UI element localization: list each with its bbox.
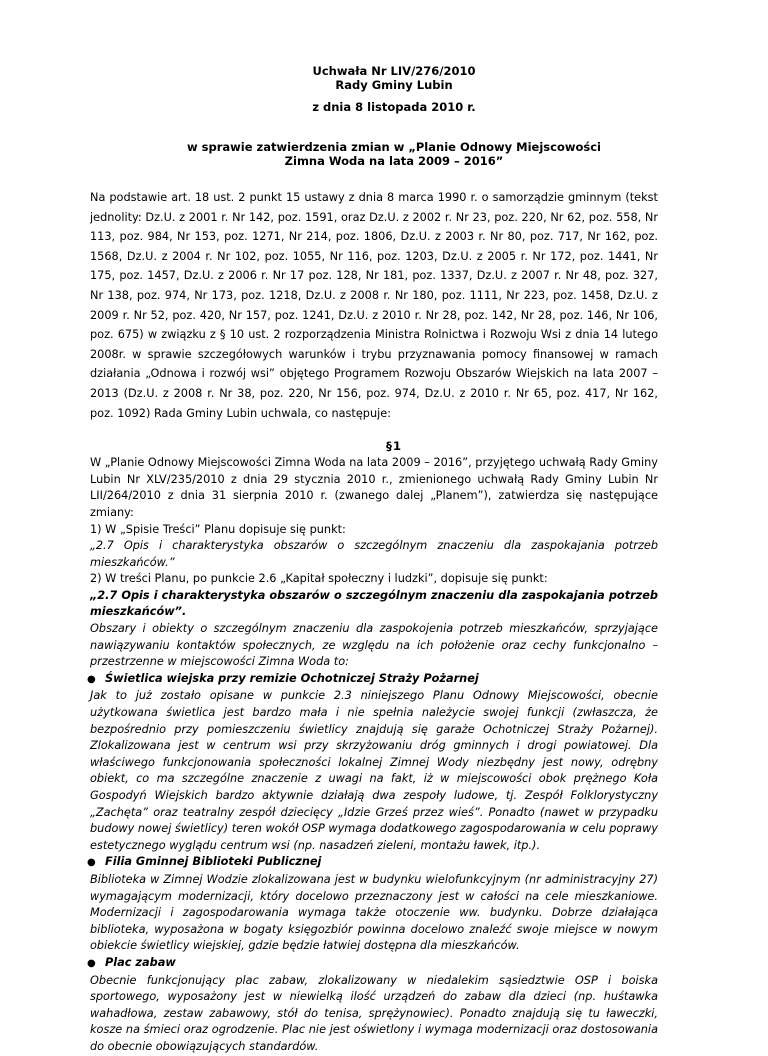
item-1: 1) W „Spisie Treści” Planu dopisuje się punkt: bbox=[90, 522, 346, 536]
item-1-text: „2.7 Opis i charakterystyka obszarów o szczególnym znaczeniu dla zaspokajania potrzeb mieszkańców.” bbox=[90, 539, 658, 569]
bullet-icon: ● bbox=[87, 673, 96, 685]
list-item bbox=[87, 955, 658, 973]
council-name: Rady Gminy Lubin bbox=[335, 78, 453, 92]
bullet-icon: ● bbox=[87, 957, 96, 969]
item-2: 2) W treści Planu, po punkcie 2.6 „Kapitał społeczny i ludzki”, dopisuje się punkt: bbox=[90, 572, 548, 586]
bullet-text: Biblioteka w Zimnej Wodzie zlokalizowana jest w budynku wielofunkcyjnym (nr administracyjny 27) wymagającym modernizacji, który docelowo przeznaczony jest w całości na cele mieszkaniowe. Modernizacji i zagospodarowania wymaga także otoczenie ww. budynku. Dobrze działająca biblioteka, wyposażona w bogaty księgozbiór powinna docelowo znaleźć swoje miejsce w nowym obiekcie świetlicy wiejskiej, gdzie będzie łatwiej dostępna dla mieszkańców. bbox=[90, 872, 658, 953]
section-intro: W „Planie Odnowy Miejscowości Zimna Woda na lata 2009 – 2016”, przyjętego uchwałą Rady Gminy Lubin Nr XLV/235/2010 z dnia 29 stycznia 2010 r., zmienionego uchwałą Rady Gminy Lubin Nr LII/264/2010 z dnia 31 sierpnia 2010 r. (zwanego dalej „Planem”), zatwierdza się następujące zmiany: bbox=[90, 456, 658, 519]
resolution-subject bbox=[130, 140, 658, 168]
bullet-title: Świetlica wiejska przy remizie Ochotniczej Straży Pożarnej bbox=[105, 671, 479, 685]
bullet-title: Filia Gminnej Biblioteki Publicznej bbox=[105, 855, 322, 869]
item-2-intro: Obszary i obiekty o szczególnym znaczeniu dla zaspokojenia potrzeb mieszkańców, sprzyjające nawiązywaniu kontaktów społecznych, ze względu na ich położenie oraz cechy funkcjonalno – przestrzenne w miejscowości Zimna Woda to: bbox=[90, 622, 658, 669]
subject-line-2: Zimna Woda na lata 2009 – 2016” bbox=[284, 154, 504, 168]
resolution-header bbox=[130, 64, 658, 114]
bullet-title: Plac zabaw bbox=[105, 955, 176, 969]
preamble: Na podstawie art. 18 ust. 2 punkt 15 ustawy z dnia 8 marca 1990 r. o samorządzie gminnym (tekst jednolity: Dz.U. z 2001 r. Nr 142, poz. 1591, oraz Dz.U. z 2002 r. Nr 23, poz. 220, Nr 62, poz. 558, Nr 113, poz. 984, Nr 153, poz. 1271, Nr 214, poz. 1806, Dz.U. z 2003 r. Nr 80, poz. 717, Nr 162, poz. 1568, Dz.U. z 2004 r. Nr 102, poz. 1055, Nr 116, poz. 1203, Dz.U. z 2005 r. Nr 172, poz. 1441, Nr 175, poz. 1457, Dz.U. z 2006 r. Nr 17 poz. 128, Nr 181, poz. 1337, Dz.U. z 2007 r. Nr 48, poz. 327, Nr 138, poz. 974, Nr 173, poz. 1218, Dz.U. z 2008 r. Nr 180, poz. 1111, Nr 223, poz. 1458, Dz.U. z 2009 r. Nr 52, poz. 420, Nr 157, poz. 1241, Dz.U. z 2010 r. Nr 28, poz. 142, Nr 28, poz. 146, Nr 106, poz. 675) w związku z § 10 ust. 2 rozporządzenia Ministra Rolnictwa i Rozwoju Wsi z dnia 14 lutego 2008r. w sprawie szczegółowych warunków i trybu przyznawania pomocy finansowej w ramach działania „Odnowa i rozwój wsi” objętego Programem Rozwoju Obszarów Wiejskich na lata 2007 – 2013 (Dz.U. z 2008 r. Nr 38, poz. 220, Nr 156, poz. 974, Dz.U. z 2010 r. Nr 65, poz. 417, Nr 162, poz. 1092) Rada Gminy Lubin uchwala, co następuje: bbox=[90, 191, 658, 420]
bullet-icon: ● bbox=[87, 857, 96, 869]
section-heading: §1 bbox=[385, 439, 403, 454]
bullet-text: Jak to już zostało opisane w punkcie 2.3 niniejszego Planu Odnowy Miejscowości, obecnie użytkowana świetlica jest bardzo mała i nie spełnia należycie swojej funkcji (zwłaszcza, że bezpośrednio przy pomieszczeniu świetlicy znajdują się garaże Ochotniczej Straży Pożarnej). Zlokalizowana jest w centrum wsi przy skrzyżowaniu dróg gminnych i drogi powiatowej. Dla właściwego funkcjonowania społeczności lokalnej Zimnej Wody niezbędny jest nowy, odrębny obiekt, co ma szczególne znaczenie z uwagi na fakt, iż w miejscowości obok prężnego Koła Gospodyń Wiejskich bardzo aktywnie działają dwa zespoły ludowe, tj. Zespół Folklorystyczny „Zachęta” oraz teatralny zespół dziecięcy „Idzie Grześ przez wieś”. Ponadto (nawet w przypadku budowy nowej świetlicy) teren wokół OSP wymaga dodatkowego zagospodarowania w celu poprawy estetycznego wyglądu centrum wsi (np. nasadzeń zieleni, montażu ławek, itp.). bbox=[90, 689, 658, 852]
list-item bbox=[87, 671, 658, 689]
section-content bbox=[87, 455, 658, 1055]
bullet-text: Obecnie funkcjonujący plac zabaw, zlokalizowany w niedalekim sąsiedztwie OSP i boiska sportowego, wyposażony jest w niewielką ilość urządzeń do zabaw dla dzieci (np. huśtawka wahadłowa, zestaw zabawowy, stół do tenisa, sprężynowiec). Ponadto znajdują się tu ławeczki, kosze na śmieci oraz ogrodzenie. Plac nie jest oświetlony i wymaga modernizacji oraz dostosowania do obecnie obowiązujących standardów. bbox=[90, 973, 658, 1053]
subject-line-1: w sprawie zatwierdzenia zmian w „Planie Odnowy Miejscowości bbox=[187, 140, 601, 154]
resolution-date: z dnia 8 listopada 2010 r. bbox=[312, 100, 476, 114]
item-2-heading: „2.7 Opis i charakterystyka obszarów o szczególnym znaczeniu dla zaspokajania potrzeb mieszkańców”. bbox=[90, 588, 658, 619]
resolution-number: Uchwała Nr LIV/276/2010 bbox=[312, 64, 476, 78]
list-item bbox=[87, 854, 658, 872]
